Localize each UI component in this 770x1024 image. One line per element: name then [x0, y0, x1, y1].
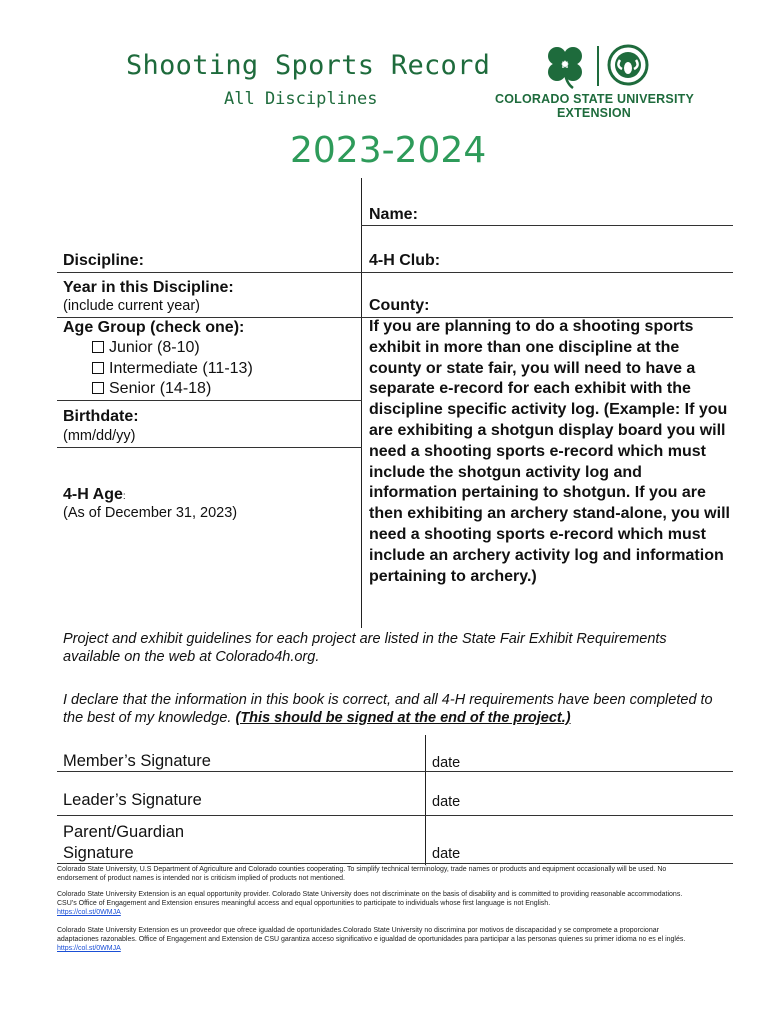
leader-date[interactable]: date — [432, 794, 461, 810]
form-divider-vertical — [361, 178, 362, 628]
leader-signature[interactable]: Leader’s Signature — [63, 791, 202, 809]
divider — [57, 815, 733, 816]
age-group-label: Age Group (check one): — [63, 319, 245, 336]
checkbox-icon[interactable] — [92, 362, 104, 374]
footer-spanish: Colorado State University Extension es un proveedor que ofrece igualdad de oportunidades.Colorado State University no discrimina por motivos de discapacidad y se compromete a proporcionar adaptaciones razonables. Office of Engagement and Extension de CSU garantiza acceso significativo e igualdad de oportunidades para participar a las personas quienes su primer idioma no es el inglés. https://col.st/0WMJA — [57, 927, 686, 952]
ram-seal-icon — [609, 46, 647, 84]
discipline-field[interactable]: Discipline: — [63, 252, 144, 269]
age-option-senior[interactable]: Senior (14-18) — [92, 380, 211, 398]
checkbox-icon[interactable] — [92, 341, 104, 353]
member-date[interactable]: date — [432, 755, 461, 771]
svg-text:H: H — [561, 60, 569, 70]
age-note: (As of December 31, 2023) — [63, 505, 238, 521]
declaration-text: I declare that the information in this book is correct, and all 4-H requirements have been completed to the best of my knowledge. (This should be signed at the end of the project.) — [63, 692, 713, 726]
birthdate-note: (mm/dd/yy) — [63, 428, 136, 444]
footer-disclaimer: Colorado State University, U.S Department of Agriculture and Colorado counties cooperating. To simplify technical terminology, trade names or products and equipment occasionally will be used. No endorsement of product names is intended nor is criticism implied of products not mentioned. — [57, 866, 667, 882]
checkbox-icon[interactable] — [92, 382, 104, 394]
age-field[interactable]: 4-H Age: — [63, 486, 126, 503]
birthdate-field[interactable]: Birthdate: — [63, 408, 139, 425]
divider — [57, 771, 733, 772]
clover-icon — [548, 47, 582, 88]
guidelines-text: Project and exhibit guidelines for each project are listed in the State Fair Exhibit Requirements available on the web at Colorado4h.org. — [63, 631, 667, 665]
footer-link-es[interactable]: https://col.st/0WMJA — [57, 945, 121, 952]
document-subtitle: All Disciplines — [224, 89, 378, 109]
years-note: (include current year) — [63, 298, 200, 314]
instructions-text: If you are planning to do a shooting sports exhibit in more than one discipline at the county or state fair, you will need to have a separate e-record for each exhibit with the discipline specific activity log. (Example: If you are exhibiting a shotgun display board you will need a shooting sports e-record which must include the shotgun activity log and information pertaining to shotgun. If you are then exhibiting an archery stand-alone, you will need a shooting sports e-record which must include an archery activity log and information pertaining to archery.) — [369, 318, 730, 585]
document-title: Shooting Sports Record — [126, 50, 491, 81]
parent-signature-line2[interactable]: Signature — [63, 844, 134, 862]
club-field[interactable]: 4-H Club: — [369, 252, 441, 269]
divider — [57, 272, 733, 273]
parent-date[interactable]: date — [432, 846, 461, 862]
county-field[interactable]: County: — [369, 297, 430, 314]
age-option-intermediate[interactable]: Intermediate (11-13) — [92, 360, 253, 378]
org-subname: EXTENSION — [557, 106, 632, 120]
org-name: COLORADO STATE UNIVERSITY — [495, 92, 694, 106]
divider — [57, 863, 733, 864]
footer-link[interactable]: https://col.st/0WMJA — [57, 909, 121, 916]
divider — [57, 400, 362, 401]
name-field[interactable]: Name: — [369, 206, 418, 223]
csu-4h-logo — [544, 44, 656, 95]
footer-equal-opportunity: Colorado State University Extension is an equal opportunity provider. Colorado State University does not discriminate on the basis of disability and is committed to providing reasonable accommodations. CSU’s Office of Engagement and Extension ensures meaningful access and equal opportunities to participate to individuals whose first language is not English. https://col.st/0WMJA — [57, 891, 683, 916]
years-field[interactable]: Year in this Discipline: — [63, 279, 234, 296]
record-year: 2023-2024 — [290, 130, 487, 171]
divider — [57, 447, 362, 448]
declaration-emphasis: (This should be signed at the end of the project.) — [235, 710, 571, 726]
age-option-junior[interactable]: Junior (8-10) — [92, 339, 200, 357]
parent-signature-line1[interactable]: Parent/Guardian — [63, 823, 185, 841]
divider — [361, 225, 733, 226]
signature-divider — [425, 735, 426, 865]
member-signature[interactable]: Member’s Signature — [63, 752, 211, 770]
